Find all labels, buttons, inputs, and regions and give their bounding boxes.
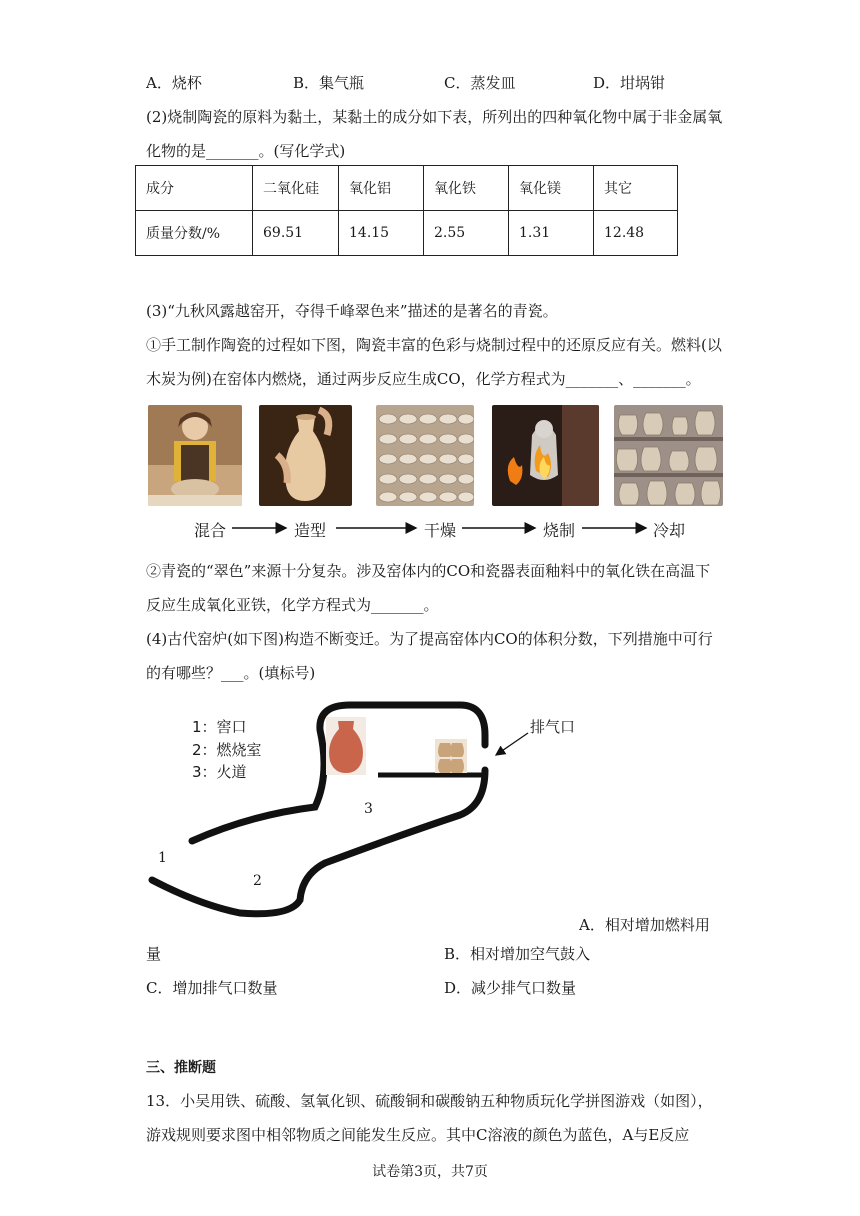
exhaust-label: 排气口 bbox=[530, 718, 576, 736]
option-a: A．相对增加燃料用 bbox=[579, 916, 710, 934]
process-arrows bbox=[0, 516, 860, 540]
step-drying: 干燥 bbox=[424, 521, 457, 540]
legend-item: 3：火道 bbox=[192, 763, 247, 781]
legend-item: 1：窖口 bbox=[192, 718, 247, 736]
table-cell: 成分 bbox=[136, 166, 253, 211]
mixing-photo bbox=[148, 405, 242, 506]
table-cell: 1.31 bbox=[509, 211, 594, 256]
table-cell: 14.15 bbox=[339, 211, 424, 256]
table-cell: 二氧化硅 bbox=[253, 166, 339, 211]
step-firing: 烧制 bbox=[543, 521, 576, 540]
q3-line4: ②青瓷的“翠色”来源十分复杂。涉及窑体内的CO和瓷器表面釉料中的氧化铁在高温下 bbox=[146, 562, 711, 580]
composition-table bbox=[135, 165, 678, 256]
table-cell: 氧化铁 bbox=[424, 166, 509, 211]
table-cell: 其它 bbox=[594, 166, 678, 211]
label-2: 2 bbox=[253, 873, 262, 889]
option-b: B．集气瓶 bbox=[293, 74, 365, 92]
q13-line2: 游戏规则要求图中相邻物质之间能发生反应。其中C溶液的颜色为蓝色，A与E反应 bbox=[146, 1126, 690, 1144]
section-title: 三、推断题 bbox=[146, 1060, 216, 1076]
q2-line2: 化物的是_______。(写化学式) bbox=[146, 142, 346, 160]
page-footer: 试卷第3页，共7页 bbox=[372, 1164, 488, 1180]
q3-line5: 反应生成氧化亚铁，化学方程式为_______。 bbox=[146, 596, 439, 614]
pots-icon bbox=[435, 739, 467, 773]
option-d: D．坩埚钳 bbox=[593, 74, 666, 92]
q13-line1: 13．小吴用铁、硫酸、氢氧化钡、硫酸铜和碳酸钠五种物质玩化学拼图游戏（如图）， bbox=[146, 1092, 713, 1110]
step-shaping: 造型 bbox=[294, 521, 327, 540]
label-3: 3 bbox=[364, 801, 373, 817]
arrow-icon bbox=[496, 733, 528, 755]
q4-line1: (4)古代窑炉(如下图)构造不断变迁。为了提高窑体内CO的体积分数，下列措施中可行 bbox=[146, 630, 713, 648]
table-cell: 12.48 bbox=[594, 211, 678, 256]
option-d: D．减少排气口数量 bbox=[444, 979, 577, 997]
table-cell: 质量分数/% bbox=[136, 211, 253, 256]
step-cooling: 冷却 bbox=[653, 521, 686, 540]
q3-line1: (3)“九秋风露越窑开，夺得千峰翠色来”描述的是著名的青瓷。 bbox=[146, 302, 558, 320]
table-cell: 2.55 bbox=[424, 211, 509, 256]
table-row bbox=[136, 211, 678, 256]
table-row bbox=[136, 166, 678, 211]
option-a-cont: 量 bbox=[146, 945, 162, 963]
q3-line3: 木炭为例)在窑体内燃烧，通过两步反应生成CO，化学方程式为_______、_______。 bbox=[146, 370, 701, 388]
table-cell: 69.51 bbox=[253, 211, 339, 256]
shaping-photo bbox=[259, 405, 352, 506]
q4-line2: 的有哪些？___。(填标号) bbox=[146, 664, 316, 682]
cooling-photo bbox=[614, 405, 723, 506]
option-b: B．相对增加空气鼓入 bbox=[444, 945, 591, 963]
table-cell: 氧化镁 bbox=[509, 166, 594, 211]
option-a: A．烧杯 bbox=[146, 74, 202, 92]
option-c: C．蒸发皿 bbox=[444, 74, 516, 92]
label-1: 1 bbox=[158, 850, 167, 866]
drying-photo bbox=[376, 405, 474, 506]
legend-item: 2：燃烧室 bbox=[192, 741, 262, 759]
q3-line2: ①手工制作陶瓷的过程如下图，陶瓷丰富的色彩与烧制过程中的还原反应有关。燃料(以 bbox=[146, 336, 722, 354]
firing-photo bbox=[492, 405, 599, 506]
table-cell: 氧化铝 bbox=[339, 166, 424, 211]
step-mixing: 混合 bbox=[194, 521, 227, 540]
option-c: C．增加排气口数量 bbox=[146, 979, 278, 997]
q2-line1: (2)烧制陶瓷的原料为黏土，某黏土的成分如下表，所列出的四种氧化物中属于非金属氧 bbox=[146, 108, 723, 126]
vase-icon bbox=[326, 717, 366, 775]
